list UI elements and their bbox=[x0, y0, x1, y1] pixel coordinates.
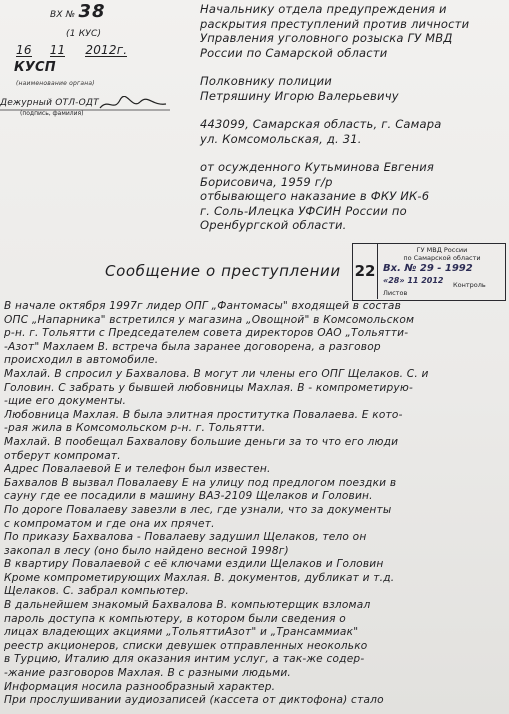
body-line: Махлай. В спросил у Бахвалова. В могут ли члены его ОПГ Щелаков. С. и bbox=[4, 367, 429, 380]
body-line: Щелаков. С. забрал компьютер. bbox=[4, 585, 189, 598]
addressee-line: России по Самарской области bbox=[200, 45, 388, 60]
from-line: Борисовича, 1959 г/р bbox=[200, 174, 333, 189]
body-line: По приказу Бахвалова - Повалаеву задушил Щелаков, тело он bbox=[4, 531, 367, 544]
stamp-vx-label: ВХ № bbox=[50, 10, 76, 20]
registration-stamp bbox=[6, 1, 174, 96]
stamp-code: КУСП bbox=[14, 60, 56, 75]
incoming-stamp bbox=[352, 243, 506, 301]
body-line: В начале октября 1997г лидер ОПГ „Фантомасы" входящей в состав bbox=[4, 300, 402, 312]
body-line: происходил в автомобиле. bbox=[4, 354, 159, 367]
body-line: реестр акционеров, списки девушек отправленных неоколько bbox=[4, 639, 368, 652]
from-line: отбывающего наказание в ФКУ ИК-6 bbox=[200, 189, 430, 203]
stamp-header-2: по Самарской области bbox=[403, 254, 481, 262]
body-line: с компроматом и где она их прячет. bbox=[4, 517, 215, 530]
body-line: сауну где ее посадили в машину ВАЗ-2109 Щелаков и Головин. bbox=[4, 490, 373, 503]
body-line: -Азот" Махлаем В. встреча была заранее договорена, а разговор bbox=[4, 340, 381, 353]
address-line: 443099, Самарская область, г. Самара bbox=[200, 117, 442, 131]
addressee-line: раскрытия преступлений против личности bbox=[200, 16, 470, 31]
body-line: Кроме компрометирующих Махлая. В. документов, дубликат и т.д. bbox=[4, 571, 395, 584]
from-line: от осужденного Кутьминова Евгения bbox=[200, 160, 435, 174]
body-line: -рая жила в Комсомольском р-н. г. Тольятти. bbox=[4, 422, 266, 435]
document-title: Сообщение о преступлении bbox=[105, 262, 341, 280]
body-line: -жание разговоров Махлая. В с разными людьми. bbox=[4, 667, 291, 680]
document-body bbox=[4, 300, 506, 708]
stamp-date-year: 2012г. bbox=[85, 43, 128, 57]
rank-line: Полковнику полиции bbox=[200, 74, 332, 88]
stamp-org-caption: (наименование органа) bbox=[16, 80, 95, 87]
stamp-subtitle: (1 КУС) bbox=[66, 29, 102, 39]
signature-caption: (подпись, фамилия) bbox=[20, 110, 84, 117]
stamp-date-month: 11 bbox=[49, 43, 66, 57]
address-line: ул. Комсомольская, д. 31. bbox=[200, 131, 362, 146]
body-line: -щие его документы. bbox=[4, 395, 127, 408]
addressee-line: Начальнику отдела предупреждения и bbox=[200, 2, 447, 16]
body-line: в Турцию, Италию для оказания интим услуг, а так-же содер- bbox=[4, 653, 365, 666]
addressee-line: Управления уголовного розыска ГУ МВД bbox=[200, 31, 453, 45]
body-line: В дальнейшем знакомый Бахвалова В. компьютерщик взломал bbox=[4, 599, 371, 612]
body-line: Адрес Повалаевой Е и телефон был известен. bbox=[4, 463, 271, 476]
stamp-box-number: 22 bbox=[353, 244, 378, 299]
duty-officer-signature bbox=[0, 96, 170, 116]
addressee-block bbox=[200, 2, 505, 233]
rank-line: Петряшину Игорю Валерьевичу bbox=[200, 88, 399, 103]
stamp-date-day: 16 bbox=[16, 43, 32, 57]
body-line: По дороге Повалаеву завезли в лес, где узнали, что за документы bbox=[4, 503, 392, 516]
body-line: р-н. г. Тольятти с Председателем совета директоров ОАО „Тольятти- bbox=[4, 327, 409, 340]
from-line: г. Соль-Илецка УФСИН России по bbox=[200, 203, 407, 218]
body-line: В квартиру Повалаевой с её ключами ездили Щелаков и Головин bbox=[4, 558, 384, 571]
body-line: отберут компромат. bbox=[4, 449, 121, 462]
stamp-number: 38 bbox=[78, 1, 106, 22]
signature-text: Дежурный ОТЛ-ОДТ bbox=[0, 98, 99, 108]
body-line: При прослушивании аудиозаписей (кассета от диктофона) стало bbox=[4, 694, 384, 707]
body-line: Любовница Махлая. В была элитная проститутка Повалаева. Е кото- bbox=[4, 408, 403, 421]
stamp-field-control: Контроль bbox=[453, 281, 486, 289]
stamp-field-listov: Листов bbox=[383, 289, 408, 297]
body-line: Махлай. В пообещал Бахвалову большие деньги за то что его люди bbox=[4, 435, 399, 448]
from-line: Оренбургской области. bbox=[200, 218, 347, 232]
body-line: Информация носила разнообразный характер. bbox=[4, 680, 276, 693]
stamp-field-date: «28» 11 2012 bbox=[383, 276, 444, 285]
body-line: Головин. С забрать у бывшей любовницы Махлая. В - компрометирую- bbox=[4, 381, 413, 394]
body-line: Бахвалов В вызвал Повалаеву Е на улицу под предлогом поездки в bbox=[4, 476, 397, 489]
body-line: лицах владеющих акциями „ТольяттиАзот" и „Трансаммиак" bbox=[4, 626, 359, 639]
body-line: пароль доступа к компьютеру, в котором были сведения о bbox=[4, 612, 346, 625]
body-line: ОПС „Напарника" встретился у магазина „Овощной" в Комсомольском bbox=[4, 313, 415, 326]
stamp-field-vx: Вх. № 29 - 1992 bbox=[383, 263, 473, 274]
body-line: закопал в лесу (оно было найдено весной 1998г) bbox=[4, 544, 289, 557]
stamp-header-1: ГУ МВД России bbox=[416, 246, 468, 254]
